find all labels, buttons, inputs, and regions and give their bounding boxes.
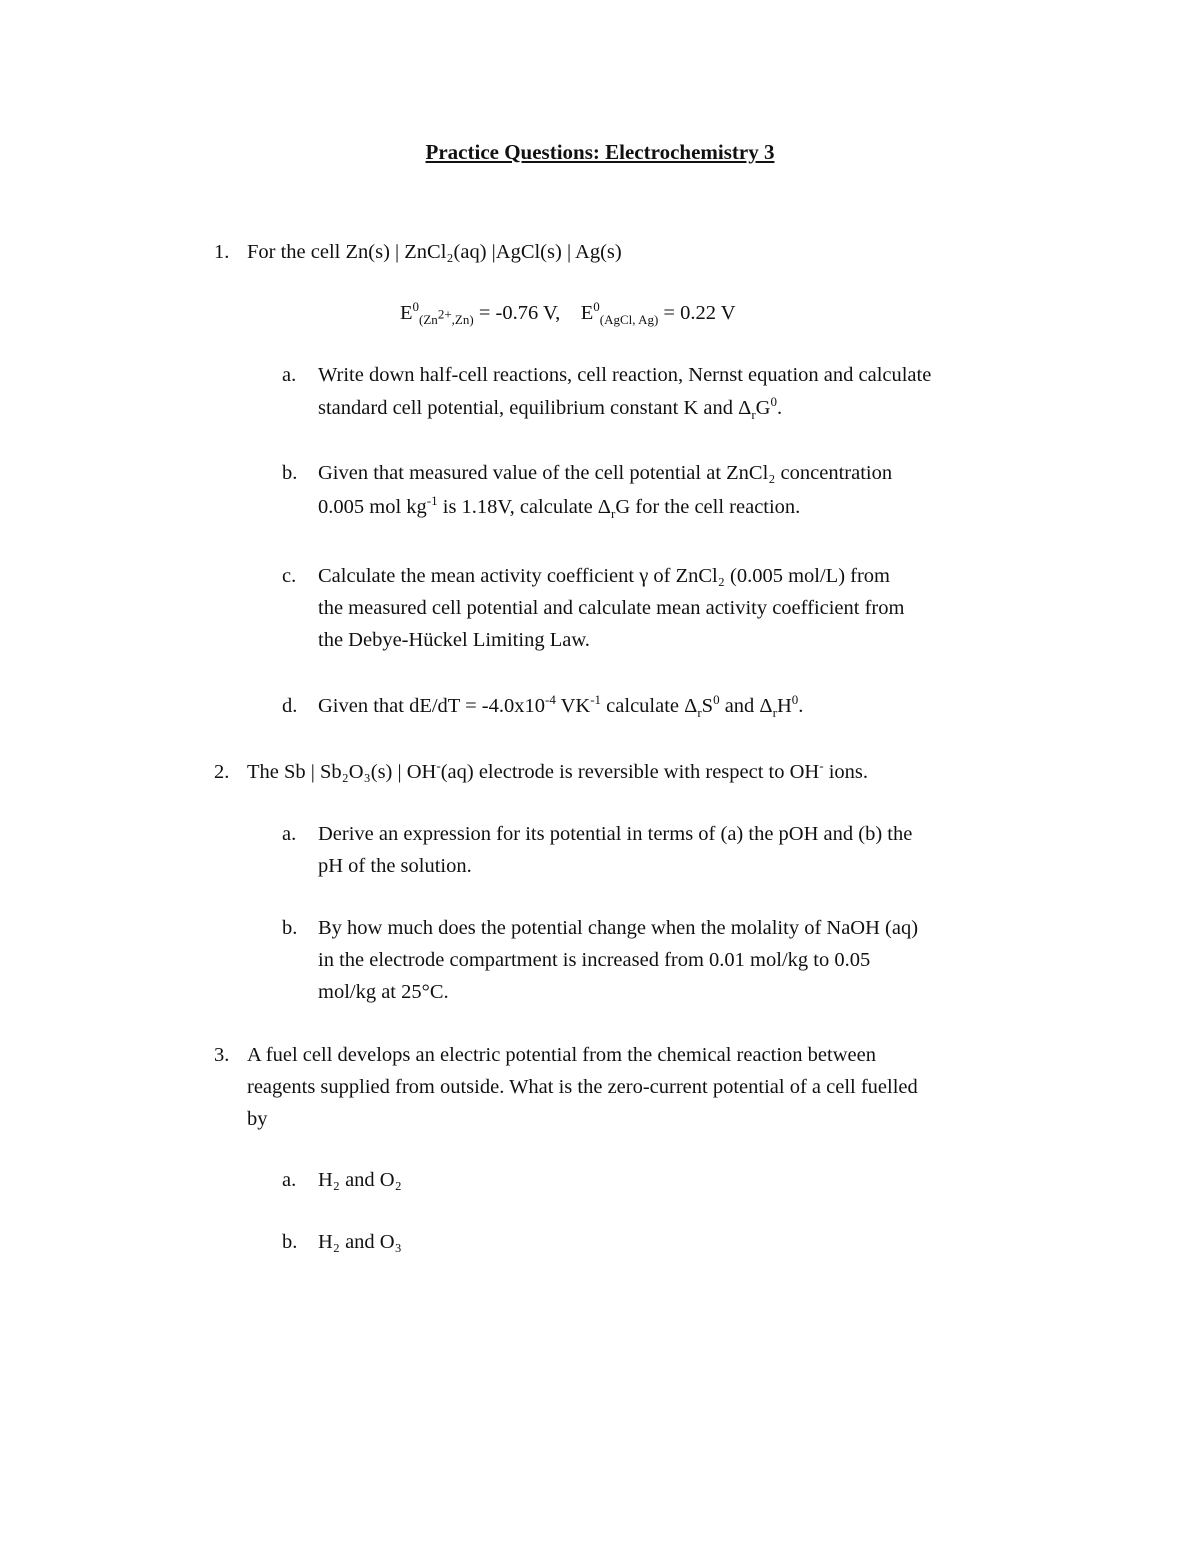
question-2b-line1: By how much does the potential change when the molality of NaOH (aq) bbox=[318, 917, 919, 939]
question-1b-line2: 0.005 mol $kg^{-1}$ is 1.18V, calculate $\Delta_rG$ for the cell reaction. bbox=[318, 493, 801, 522]
question-1c-line1: Calculate the mean activity coefficient γ of ZnCl₂ (0.005 mol/L) from bbox=[318, 565, 890, 587]
question-1a-line2: standard cell potential, equilibrium constant K and $\Delta_rG^0$. bbox=[318, 394, 783, 423]
question-2b-label: b. bbox=[282, 917, 298, 939]
question-3a-text: H₂ and O₂ bbox=[318, 1169, 402, 1191]
question-2a-line2: pH of the solution. bbox=[318, 855, 472, 877]
question-3b-text: H₂ and O₃ bbox=[318, 1231, 402, 1253]
question-1a-label: a. bbox=[282, 364, 297, 386]
question-3b-label: b. bbox=[282, 1231, 298, 1253]
question-2a-line1: Derive an expression for its potential in terms of (a) the pOH and (b) the bbox=[318, 823, 913, 845]
question-3a-label: a. bbox=[282, 1169, 297, 1191]
question-3-line3: by bbox=[247, 1108, 268, 1130]
question-1-number: 1. bbox=[214, 241, 230, 263]
standard-potentials: $E^0_{(Zn^{2+},Zn)} = -0.76$ V, $E^0_{(AgCl, Ag)} = 0.22$ V bbox=[400, 299, 736, 328]
question-1d-label: d. bbox=[282, 695, 298, 717]
document-title: Practice Questions: Electrochemistry 3 bbox=[425, 140, 775, 164]
question-2-text: The Sb | Sb₂O₃(s) | OH-(aq) electrode is reversible with respect to OH- ions. bbox=[247, 758, 869, 783]
question-1c-label: c. bbox=[282, 565, 297, 587]
question-1c-line2: the measured cell potential and calculate mean activity coefficient from bbox=[318, 597, 905, 619]
question-1b-label: b. bbox=[282, 462, 298, 484]
question-3-line1: A fuel cell develops an electric potential from the chemical reaction between bbox=[247, 1044, 876, 1066]
question-2b-line2: in the electrode compartment is increased from 0.01 mol/kg to 0.05 bbox=[318, 949, 871, 971]
question-1c-line3: the Debye-Hückel Limiting Law. bbox=[318, 629, 590, 651]
question-1-text: For the cell Zn(s) | ZnCl₂(aq) |AgCl(s) | Ag(s) bbox=[247, 241, 622, 263]
question-1b-line1: Given that measured value of the cell potential at ZnCl₂ concentration bbox=[318, 462, 893, 484]
question-2a-label: a. bbox=[282, 823, 297, 845]
question-3-line2: reagents supplied from outside. What is the zero-current potential of a cell fuelled bbox=[247, 1076, 918, 1098]
question-1d-text: Given that $dE/dT = -4.0x10^{-4}$ $VK^{-1}$ calculate $\Delta_rS^0$ and $\Delta_rH^0$. bbox=[318, 692, 804, 721]
question-3-number: 3. bbox=[214, 1044, 230, 1066]
question-1a-line1: Write down half-cell reactions, cell reaction, Nernst equation and calculate bbox=[318, 364, 932, 386]
question-2-number: 2. bbox=[214, 761, 230, 783]
question-2b-line3: mol/kg at 25°C. bbox=[318, 981, 449, 1003]
